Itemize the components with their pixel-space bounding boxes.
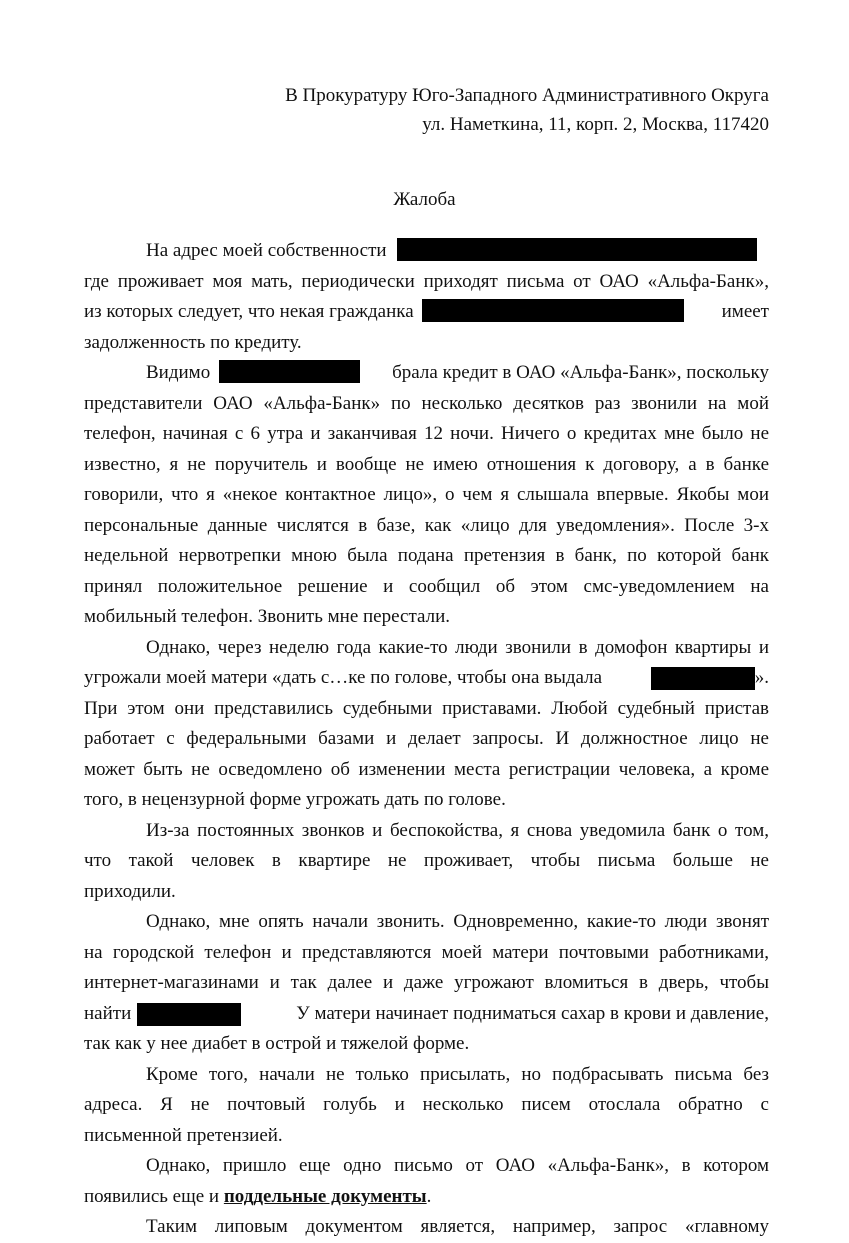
p5-line-2: на городской телефон и представляются моей матери почтовыми работниками, xyxy=(84,941,769,963)
redaction-bar xyxy=(397,238,757,261)
p2-line-9: мобильный телефон. Звонить мне перестали. xyxy=(84,606,450,627)
p6-line-3: письменной претензией. xyxy=(84,1124,283,1146)
p2-line-8: принял положительное решение и сообщил об этом смс-уведомлением на xyxy=(84,575,769,597)
emphasized-phrase: поддельные документы xyxy=(223,1185,427,1207)
addressee-line-1: В Прокуратуру Юго-Западного Административного Округа xyxy=(285,85,769,106)
p8-line-1: Таким липовым документом является, например, запрос «главному xyxy=(146,1216,769,1237)
p5-line-1: Однако, мне опять начали звонить. Одновременно, какие-то люди звонят xyxy=(146,911,769,932)
redaction-bar xyxy=(137,1003,241,1026)
p3-line-2: угрожали моей матери «дать с…ке по голове, чтобы она выдала ». xyxy=(84,667,769,688)
p4-line-3: приходили. xyxy=(84,880,176,902)
p1-line-4: задолженность по кредиту. xyxy=(84,331,302,353)
p6-line-1: Кроме того, начали не только присылать, но подбрасывать письма без xyxy=(146,1063,769,1085)
p2-line-4: известно, я не поручитель и вообще не имею отношения к договору, а в банке xyxy=(84,453,769,475)
p3-line-6: того, в нецензурной форме угрожать дать по голове. xyxy=(84,789,506,810)
p5-line-3: интернет-магазинами и так далее и даже угрожают вломиться в дверь, чтобы xyxy=(84,972,769,993)
p2-line-6: персональные данные числятся в базе, как «лицо для уведомления». После 3-х xyxy=(84,514,769,536)
p4-line-1: Из-за постоянных звонков и беспокойства, я снова уведомила банк о том, xyxy=(146,819,769,841)
p1-line-2: где проживает моя мать, периодически приходят письма от ОАО «Альфа-Банк», xyxy=(84,270,769,292)
p5-line-4: найти У матери начинает подниматься сахар в крови и давление, xyxy=(84,1002,769,1024)
p7-line-2: появились еще и поддельные документы. xyxy=(84,1185,432,1207)
p3-line-5: может быть не осведомлено об изменении места регистрации человека, а кроме xyxy=(84,758,769,780)
p2-line-5: говорили, что я «некое контактное лицо», о чем я слышала впервые. Якобы мои xyxy=(84,484,769,505)
redaction-bar xyxy=(422,299,684,322)
addressee-line-2: ул. Наметкина, 11, корп. 2, Москва, 117420 xyxy=(422,114,769,135)
p7-line-1: Однако, пришло еще одно письмо от ОАО «Альфа-Банк», в котором xyxy=(146,1155,769,1176)
p5-line-5: так как у нее диабет в острой и тяжелой форме. xyxy=(84,1033,470,1054)
p2-line-3: телефон, начиная с 6 утра и заканчивая 12 ночи. Ничего о кредитах мне было не xyxy=(84,423,769,444)
p3-line-1: Однако, через неделю года какие-то люди звонили в домофон квартиры и xyxy=(146,636,769,658)
addressee-block xyxy=(285,81,769,139)
p2-line-1: Видимо брала кредит в ОАО «Альфа-Банк», поскольку xyxy=(146,362,769,383)
p2-line-2: представители ОАО «Альфа-Банк» по несколько десятков раз звонили на мой xyxy=(84,392,769,414)
p2-line-7: недельной нервотрепки мною была подана претензия в банк, по которой банк xyxy=(84,545,769,566)
document-body xyxy=(84,236,769,1243)
redaction-bar xyxy=(219,360,360,383)
p4-line-2: что такой человек в квартире не проживает, чтобы письма больше не xyxy=(84,850,769,871)
p3-line-3: При этом они представились судебными приставами. Любой судебный пристав xyxy=(84,697,769,719)
p1-line-3: из которых следует, что некая гражданка имеет xyxy=(84,301,769,322)
redaction-bar xyxy=(651,667,755,690)
p3-line-4: работает с федеральными базами и делает запросы. И должностное лицо не xyxy=(84,728,769,749)
p6-line-2: адреса. Я не почтовый голубь и несколько писем отослала обратно с xyxy=(84,1094,769,1115)
document-title: Жалоба xyxy=(393,189,456,210)
p1-line-1: На адрес моей собственности xyxy=(84,236,769,267)
